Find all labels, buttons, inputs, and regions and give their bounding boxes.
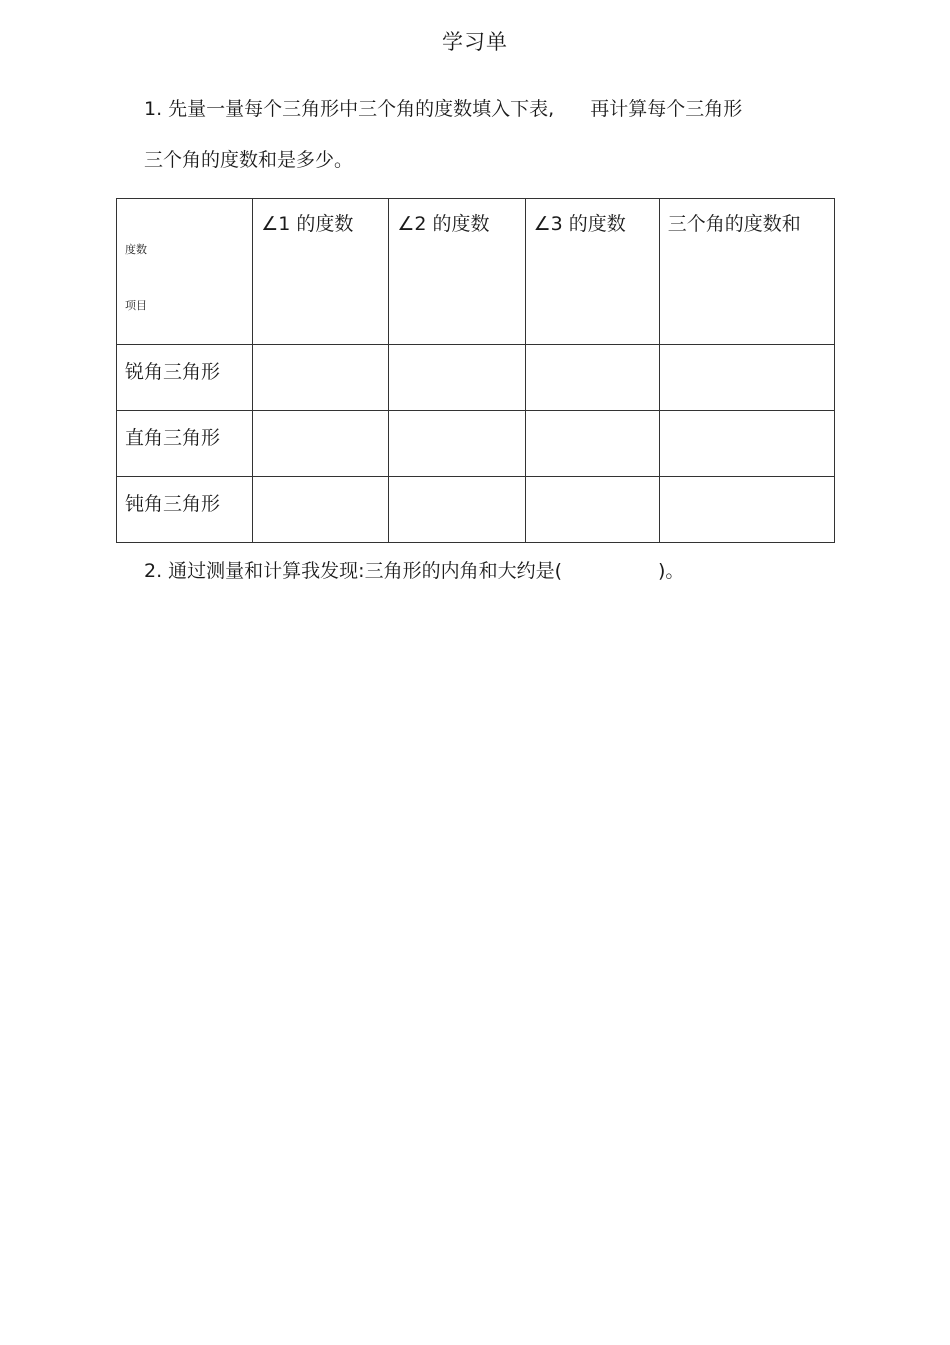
header-angle-2: ∠2 的度数 [389, 199, 525, 345]
corner-label-item: 项目 [125, 299, 147, 312]
cell-obtuse-angle3[interactable] [525, 477, 659, 543]
question-1-line2: 三个角的度数和是多少。 [144, 149, 354, 171]
cell-right-sum[interactable] [659, 411, 834, 477]
header-angle-3: ∠3 的度数 [525, 199, 659, 345]
table-header-row [117, 199, 835, 345]
table-row-obtuse [117, 477, 835, 543]
row-label-obtuse: 钝角三角形 [117, 477, 253, 543]
cell-acute-sum[interactable] [659, 345, 834, 411]
table-corner-cell [117, 199, 253, 345]
page-title: 学习单 [442, 30, 508, 54]
cell-obtuse-angle2[interactable] [389, 477, 525, 543]
header-angle-sum: 三个角的度数和 [659, 199, 834, 345]
question-2-end: )。 [657, 560, 685, 582]
cell-acute-angle2[interactable] [389, 345, 525, 411]
table-row-acute [117, 345, 835, 411]
cell-right-angle1[interactable] [253, 411, 389, 477]
question-1-text-part2: 再计算每个三角形 [590, 98, 743, 120]
cell-acute-angle3[interactable] [525, 345, 659, 411]
corner-label-degree: 度数 [125, 243, 147, 256]
cell-obtuse-sum[interactable] [659, 477, 834, 543]
cell-obtuse-angle1[interactable] [253, 477, 389, 543]
cell-right-angle2[interactable] [389, 411, 525, 477]
cell-right-angle3[interactable] [525, 411, 659, 477]
cell-acute-angle1[interactable] [253, 345, 389, 411]
header-angle-1: ∠1 的度数 [253, 199, 389, 345]
angle-measure-table [116, 198, 835, 543]
table-row-right [117, 411, 835, 477]
question-1 [144, 94, 742, 121]
row-label-right: 直角三角形 [117, 411, 253, 477]
question-2 [144, 556, 684, 583]
question-2-text: 2. 通过测量和计算我发现:三角形的内角和大约是( [144, 560, 562, 582]
row-label-acute: 锐角三角形 [117, 345, 253, 411]
question-1-text-part1: 1. 先量一量每个三角形中三个角的度数填入下表, [144, 98, 555, 120]
